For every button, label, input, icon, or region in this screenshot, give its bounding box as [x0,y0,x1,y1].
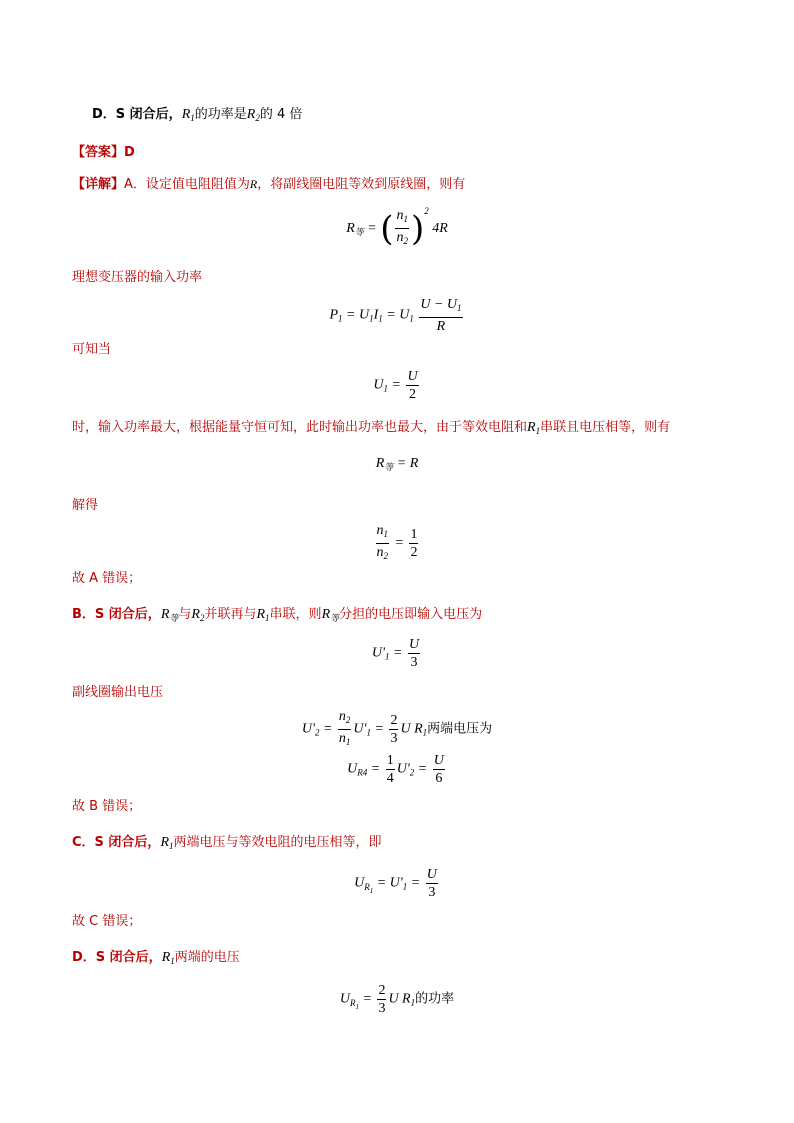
ideal-transformer-text: 理想变压器的输入功率 [72,270,203,285]
secondary-output-text: 副线圈输出电压 [72,685,164,700]
equation-ur1-c: $U_{R_1} = U'_1$ = $\frac{U}{3}$ [354,867,437,900]
equation-u2-prime: $U'_2$ = $\frac{n_2}{n_1}$ $U'_1$ = $\frac{2}{3}$ U $R_1$两端电压为 [301,709,493,747]
detail-c-intro: C．S 闭合后，$R_1$两端电压与等效电阻的电压相等，即 [72,835,382,851]
c-wrong-text: 故 C 错误； [72,914,142,929]
equation-ur1-d: $U_{R_1}$ = $\frac{2}{3}$ U $R_1$的功率 [339,983,455,1016]
equation-u1-half: $U_1$ = $\frac{U}{2}$ [373,369,418,402]
var-r1: $R_1$ [181,107,195,123]
var-r2: $R_2$ [246,107,260,123]
answer-line: 【答案】D [72,145,135,160]
a-wrong-text: 故 A 错误； [72,571,142,586]
equation-turns-ratio: $\frac{n_1}{n_2}$ = $\frac{1}{2}$ [376,523,418,561]
detail-d-intro: D．S 闭合后，$R_1$两端的电压 [72,950,240,966]
b-wrong-text: 故 B 错误； [72,799,142,814]
equation-ur4: $U_{R4}$ = $\frac{1}{4}$ $U'_2$ = $\frac{U}{6}$ [347,753,444,786]
detail-a-intro: 【详解】A．设定值电阻阻值为R，将副线圈电阻等效到原线圈，则有 [72,177,466,192]
when-text: 时，输入功率最大，根据能量守恒可知，此时输出功率也最大，由于等效电阻和$R_1$串联且电压相等，则有 [72,420,671,436]
knowable-text: 可知当 [72,342,112,357]
equation-u1-prime: $U'_1$ = $\frac{U}{3}$ [371,637,420,670]
solve-text: 解得 [72,498,99,513]
equation-equivalent-resistance: $R_等$ = ( $\frac{n_1}{n_2}$ )$^2$ 4R [346,206,448,249]
detail-b-intro: B．S 闭合后，$R_等$与$R_2$并联再与$R_1$串联，则$R_等$分担的电压即输入电压为 [72,607,483,623]
equation-input-power: $P_1 = U_1I_1 = U_1$ $\frac{U - U_1}{R}$ [329,297,462,334]
equation-req-equals-r: $R_等 = R$ [375,456,419,472]
option-d-statement: D．S 闭合后，$R_1$的功率是$R_2$的 4 倍 [92,107,303,123]
